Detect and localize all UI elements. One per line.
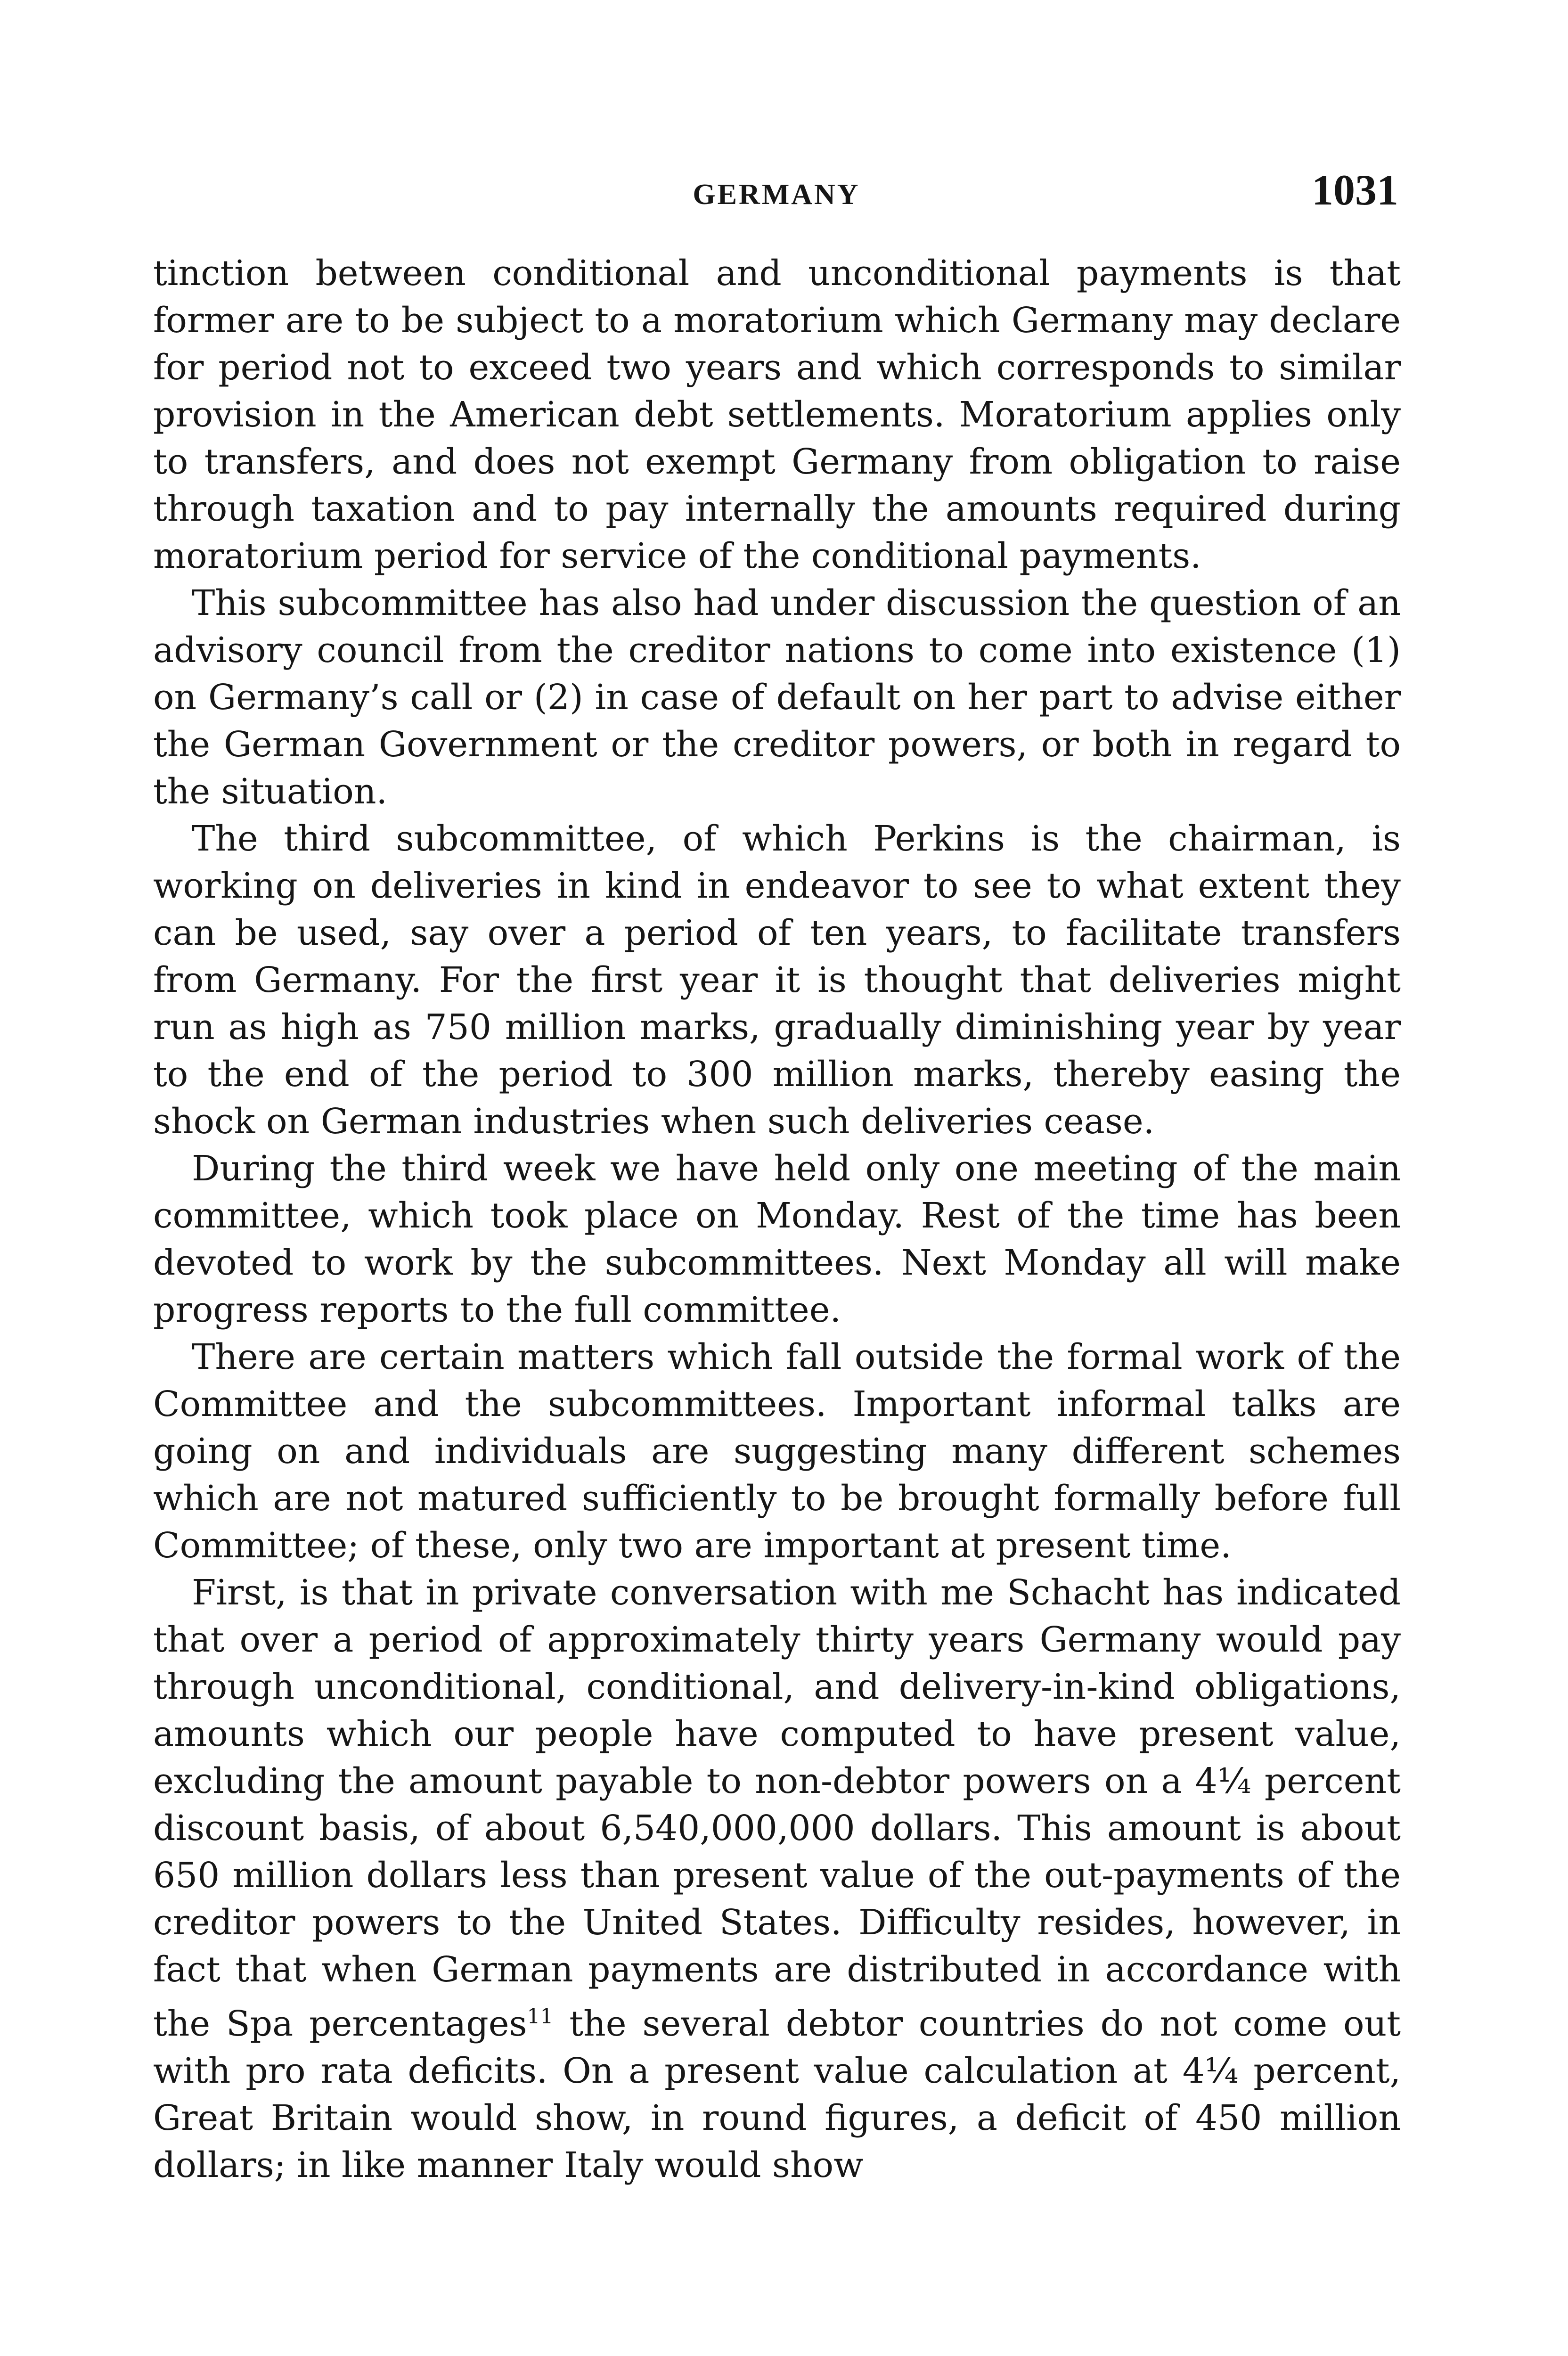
paragraph: tinction between conditional and unconditional payments is that former are to be subject to a moratorium which Germany may declare for period not to exceed two years and which corresponds to similar provision in the American debt settlements. Moratorium applies only to transfers, and does not exempt Germany from obligation to raise through taxation and to pay internally the amounts required during moratorium period for service of the conditional payments.: [153, 253, 1401, 576]
running-head: GERMANY: [693, 179, 860, 211]
paragraph: This subcommittee has also had under discussion the question of an advisory council from the creditor nations to come into existence (1) on Germany’s call or (2) in case of default on her part to advise either the German Government or the creditor powers, or both in regard to the situation.: [153, 583, 1401, 812]
body-text: [153, 250, 1401, 2189]
footnote-reference: 11: [527, 2004, 554, 2029]
paragraph: There are certain matters which fall outside the formal work of the Committee and the subcommittees. Important informal talks are going on and individuals are suggesting many different schemes which are not matured sufficiently to be brought formally before full Committee; of these, only two are important at present time.: [153, 1337, 1401, 1566]
page-header: [155, 165, 1398, 217]
page-number: 1031: [1312, 166, 1398, 214]
paragraph: During the third week we have held only one meeting of the main committee, which took place on Monday. Rest of the time has been devoted to work by the subcommittees. Next Monday all will make progress reports to the full committee.: [153, 1148, 1401, 1330]
paragraph: The third subcommittee, of which Perkins is the chairman, is working on deliveries in kind in endeavor to see to what extent they can be used, say over a period of ten years, to facilitate transfers from Germany. For the first year it is thought that deliveries might run as high as 750 million marks, gradually diminishing year by year to the end of the period to 300 million marks, thereby easing the shock on German industries when such deliveries cease.: [153, 818, 1401, 1142]
paragraph-text: the several debtor countries do not come out with pro rata deficits. On a present value calculation at 4¼ percent, Great Britain would show, in round figures, a deficit of 450 million dollars; in like manner Italy would show: [153, 2004, 1401, 2185]
paragraph-text: First, is that in private conversation with me Schacht has indicated that over a period of approximately thirty years Germany would pay through unconditional, conditional, and delivery-in-kind obligations, amounts which our people have computed to have present value, excluding the amount payable to non-debtor powers on a 4¼ percent discount basis, of about 6,540,000,000 dollars. This amount is about 650 million dollars less than present value of the out-payments of the creditor powers to the United States. Difficulty resides, however, in fact that when German payments are distributed in accordance with the Spa percentages: [153, 1572, 1401, 2044]
paragraph: [153, 1569, 1401, 2189]
